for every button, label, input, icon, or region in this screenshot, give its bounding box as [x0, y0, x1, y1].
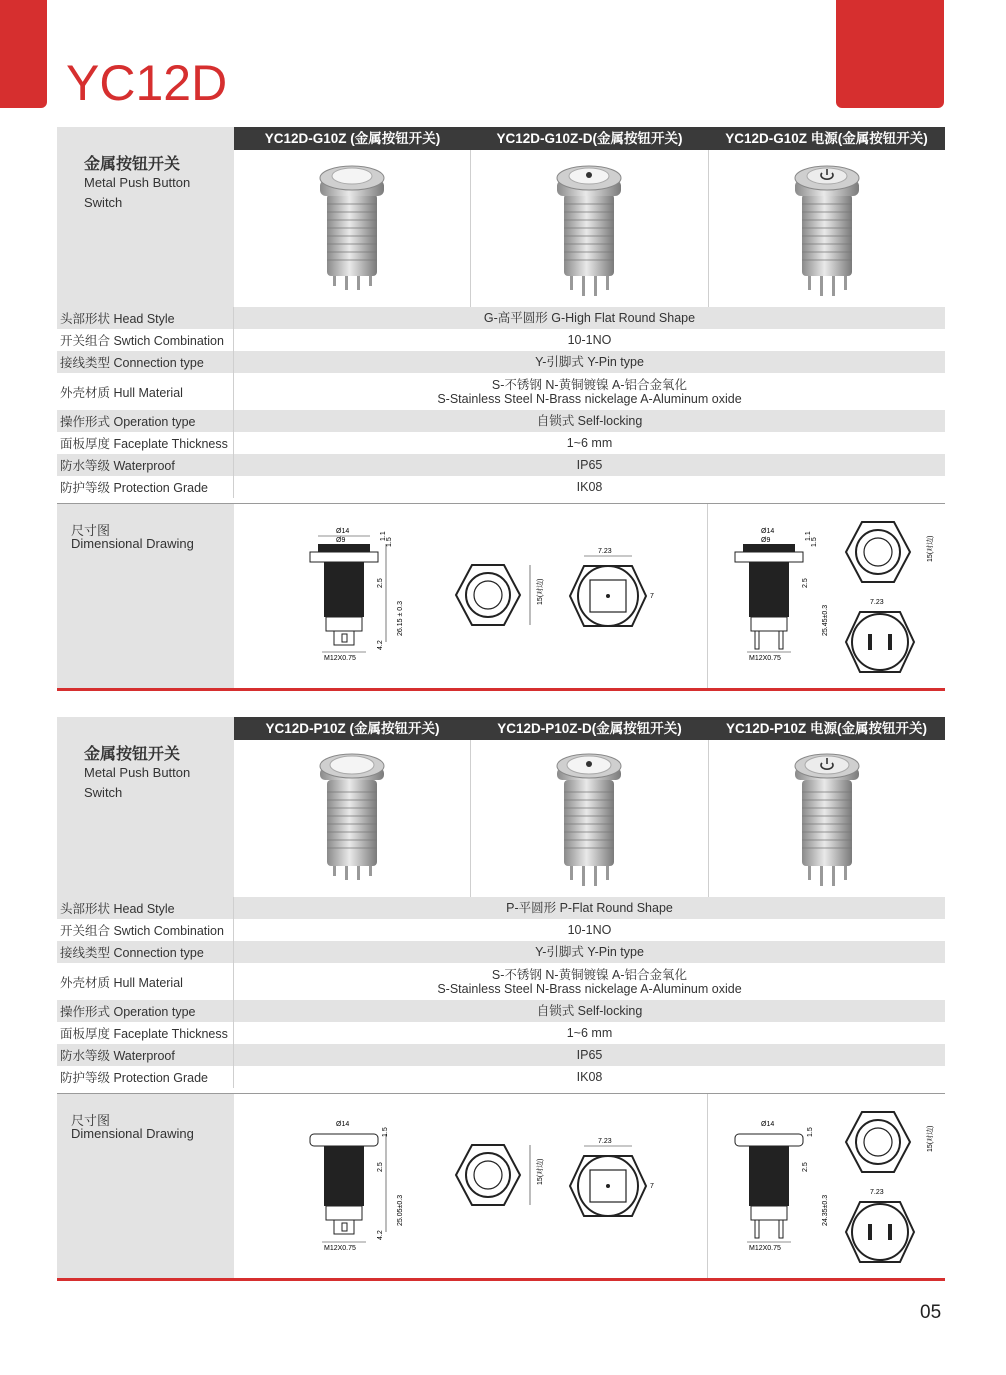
product-section-g10z [57, 127, 945, 692]
page-title: YC12D [66, 55, 228, 111]
spec-value: S-不锈钢 N-黄铜镀镍 A-铝合金氧化 S-Stainless Steel N-Brass nickelage A-Aluminum oxide [437, 967, 742, 996]
spec-label: 开关组合 Swtich Combination [60, 924, 224, 938]
svg-text:15(对边): 15(对边) [537, 578, 544, 605]
svg-text:2.5: 2.5 [377, 1162, 384, 1172]
drawing-side-view [727, 524, 837, 674]
spec-label: 操作形式 Operation type [60, 1005, 196, 1019]
svg-text:25.45±0.3: 25.45±0.3 [822, 604, 829, 636]
spec-value: IK08 [576, 480, 603, 494]
drawing-side-view [302, 524, 412, 674]
spec-value: IP65 [576, 1048, 603, 1062]
spec-value: P-平圆形 P-Flat Round Shape [506, 901, 673, 915]
switch-dot-image [544, 744, 634, 894]
svg-text:7: 7 [650, 1183, 654, 1190]
spec-label: 外壳材质 Hull Material [60, 385, 183, 400]
spec-table [57, 897, 945, 1088]
spec-row [57, 919, 945, 941]
spec-label: 防护等级 Protection Grade [60, 481, 208, 495]
spec-value: 自锁式 Self-locking [536, 1004, 643, 1018]
svg-text:4.2: 4.2 [377, 1230, 384, 1240]
spec-row [57, 941, 945, 963]
svg-text:26.15 ± 0.3: 26.15 ± 0.3 [397, 601, 404, 636]
drawing-label-en: Dimensional Drawing [71, 1126, 194, 1141]
drawing-hex-view [842, 1106, 932, 1186]
category-name-en: Metal Push Button Switch [84, 175, 191, 210]
spec-table [57, 307, 945, 498]
spec-label: 防水等级 Waterproof [60, 1049, 175, 1063]
spec-value: IP65 [576, 458, 603, 472]
svg-text:7.23: 7.23 [598, 548, 612, 555]
product-photo [471, 150, 708, 307]
spec-row [57, 1000, 945, 1022]
spec-row [57, 963, 945, 1000]
product-section-p10z [57, 717, 945, 1282]
spec-label: 外壳材质 Hull Material [60, 975, 183, 990]
spec-value: Y-引脚式 Y-Pin type [535, 945, 644, 959]
svg-text:4.2: 4.2 [377, 640, 384, 650]
section-divider [57, 1278, 945, 1281]
spec-row [57, 410, 945, 432]
product-photo [234, 150, 471, 307]
dimensional-drawing-panel [57, 1093, 945, 1281]
svg-text:7.23: 7.23 [870, 599, 884, 606]
svg-text:15(对边): 15(对边) [927, 1125, 934, 1152]
switch-flat-image [307, 154, 397, 304]
drawing-label-cn: 尺寸图 [71, 1113, 111, 1128]
product-photos [234, 150, 945, 307]
switch-dot-image [544, 154, 634, 304]
model-title: YC12D-P10Z 电源(金属按钮开关) [725, 721, 928, 736]
spec-row [57, 454, 945, 476]
spec-value: 1~6 mm [566, 1026, 613, 1040]
svg-text:7: 7 [650, 593, 654, 600]
model-header [234, 717, 945, 740]
spec-value: 10-1NO [567, 333, 612, 347]
spec-row [57, 1022, 945, 1044]
drawing-back-view [842, 596, 932, 686]
drawing-side-view [302, 1114, 412, 1264]
spec-label: 头部形状 Head Style [60, 312, 175, 326]
spec-label: 防水等级 Waterproof [60, 459, 175, 473]
svg-text:7.23: 7.23 [598, 1138, 612, 1145]
svg-text:M12X0.75: M12X0.75 [324, 655, 356, 662]
svg-text:7.23: 7.23 [870, 1189, 884, 1196]
spec-label: 头部形状 Head Style [60, 902, 175, 916]
spec-value: 10-1NO [567, 923, 612, 937]
drawing-back-view [842, 1186, 932, 1276]
svg-text:Ø14: Ø14 [336, 1121, 350, 1128]
spec-label: 接线类型 Connection type [60, 946, 204, 960]
model-title: YC12D-G10Z-D(金属按钮开关) [496, 131, 683, 146]
svg-text:1.1: 1.1 [380, 531, 387, 541]
product-photo [234, 740, 471, 897]
spec-value: 1~6 mm [566, 436, 613, 450]
svg-text:M12X0.75: M12X0.75 [749, 1245, 781, 1252]
corner-tab-left [0, 0, 47, 108]
spec-value: IK08 [576, 1070, 603, 1084]
svg-text:24.35±0.3: 24.35±0.3 [822, 1194, 829, 1226]
spec-row [57, 329, 945, 351]
product-photo [471, 740, 708, 897]
model-header [234, 127, 945, 150]
spec-label: 面板厚度 Faceplate Thickness [60, 437, 228, 451]
svg-text:1.5: 1.5 [382, 1127, 389, 1137]
spec-value: 自锁式 Self-locking [536, 414, 643, 428]
drawing-side-view [727, 1114, 837, 1264]
category-name-cn: 金属按钮开关 [84, 746, 181, 763]
svg-text:Ø14: Ø14 [336, 528, 350, 535]
svg-text:M12X0.75: M12X0.75 [324, 1245, 356, 1252]
page-number: 05 [920, 1302, 942, 1323]
spec-label: 接线类型 Connection type [60, 356, 204, 370]
svg-text:Ø14: Ø14 [761, 528, 775, 535]
svg-text:Ø9: Ø9 [336, 537, 346, 544]
dimensional-drawing-panel [57, 503, 945, 691]
switch-flat-image [307, 744, 397, 894]
drawing-back-view [562, 1134, 662, 1229]
spec-value: Y-引脚式 Y-Pin type [535, 355, 644, 369]
product-photo [709, 150, 945, 307]
svg-text:1.5: 1.5 [807, 1127, 814, 1137]
spec-label: 操作形式 Operation type [60, 415, 196, 429]
spec-row [57, 432, 945, 454]
svg-text:Ø9: Ø9 [761, 537, 771, 544]
model-title: YC12D-P10Z-D(金属按钮开关) [497, 721, 682, 736]
model-title: YC12D-G10Z 电源(金属按钮开关) [725, 131, 928, 146]
svg-text:15(对边): 15(对边) [927, 535, 934, 562]
section-divider [57, 688, 945, 691]
svg-text:1.1: 1.1 [805, 531, 812, 541]
drawing-label-en: Dimensional Drawing [71, 536, 194, 551]
spec-value: S-不锈钢 N-黄铜镀镍 A-铝合金氧化 S-Stainless Steel N-Brass nickelage A-Aluminum oxide [437, 377, 742, 406]
spec-label: 防护等级 Protection Grade [60, 1071, 208, 1085]
spec-value: G-高平圆形 G-High Flat Round Shape [483, 311, 696, 325]
svg-text:1.5: 1.5 [386, 537, 393, 547]
spec-row [57, 351, 945, 373]
spec-row [57, 307, 945, 329]
drawing-hex-view [452, 1139, 542, 1219]
model-title: YC12D-P10Z (金属按钮开关) [265, 721, 440, 736]
svg-text:Ø14: Ø14 [761, 1121, 775, 1128]
spec-row [57, 476, 945, 498]
product-photo [709, 740, 945, 897]
spec-label: 开关组合 Swtich Combination [60, 334, 224, 348]
svg-text:25.05±0.3: 25.05±0.3 [397, 1194, 404, 1226]
svg-text:2.5: 2.5 [802, 1162, 809, 1172]
drawing-hex-view [842, 516, 932, 596]
svg-text:2.5: 2.5 [377, 578, 384, 588]
model-title: YC12D-G10Z (金属按钮开关) [264, 131, 441, 146]
drawing-hex-view [452, 559, 542, 639]
svg-text:15(对边): 15(对边) [537, 1158, 544, 1185]
drawing-label-cn: 尺寸图 [71, 523, 111, 538]
spec-label: 面板厚度 Faceplate Thickness [60, 1027, 228, 1041]
spec-row [57, 897, 945, 919]
spec-row [57, 1044, 945, 1066]
svg-text:1.5: 1.5 [811, 537, 818, 547]
svg-text:M12X0.75: M12X0.75 [749, 655, 781, 662]
category-name-cn: 金属按钮开关 [84, 156, 181, 173]
category-name-en: Metal Push Button Switch [84, 765, 191, 800]
spec-row [57, 1066, 945, 1088]
product-photos [234, 740, 945, 897]
corner-tab-right [836, 0, 944, 108]
drawing-back-view [562, 544, 662, 639]
switch-power-image [782, 744, 872, 894]
spec-row [57, 373, 945, 410]
switch-power-image [782, 154, 872, 304]
svg-text:2.5: 2.5 [802, 578, 809, 588]
